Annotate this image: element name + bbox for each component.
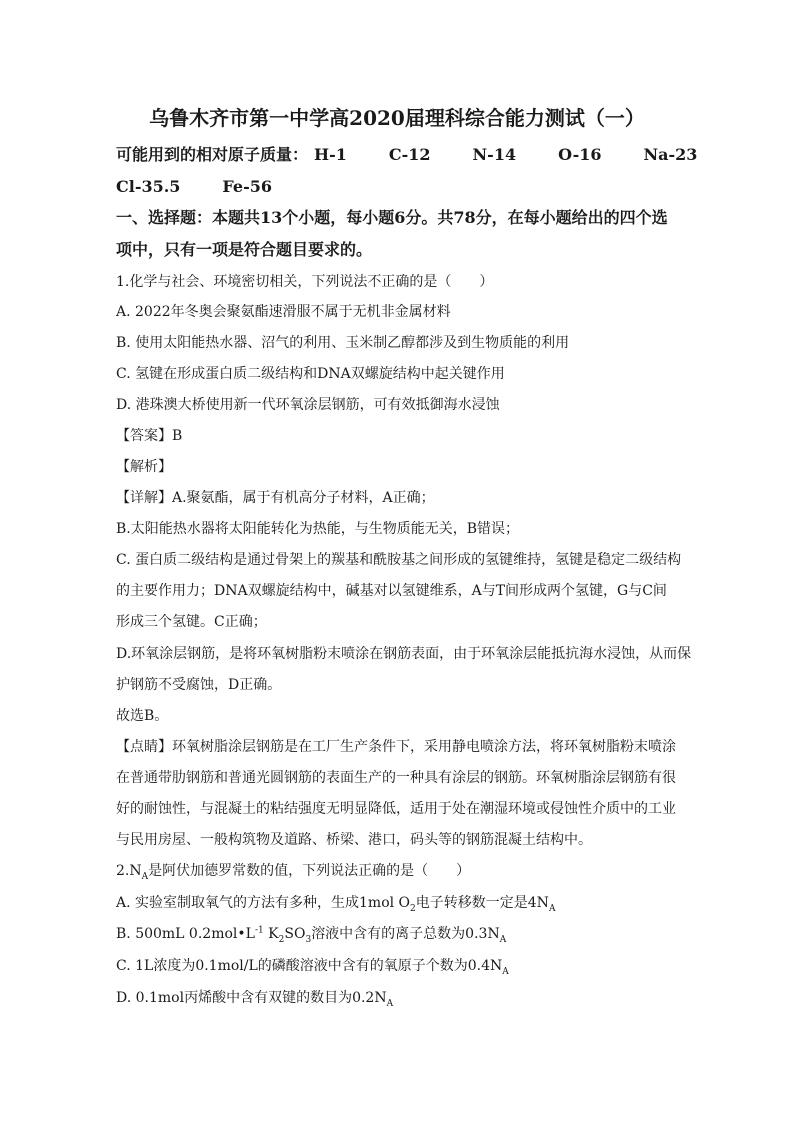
question-1-detail-line: C. 蛋白质二级结构是通过骨架上的羰基和酰胺基之间形成的氢键维持，氢键是稳定二级结构 — [116, 552, 682, 568]
question-1-option-a: A. 2022年冬奥会聚氨酯速滑服不属于无机非金属材料 — [116, 304, 451, 320]
exam-title: 乌鲁木齐市第一中学高2020届理科综合能力测试（一） — [149, 106, 645, 130]
atomic-mass-item: Na-23 — [643, 145, 698, 164]
question-2-option-a: A. 实验室制取氧气的方法有多种，生成1mol $O_2$电子转移数一定是$4N_A$ — [116, 895, 556, 914]
atomic-mass-label: 可能用到的相对原子质量： — [116, 145, 309, 164]
question-1-detail-line: 故选B。 — [116, 708, 169, 724]
atomic-mass-item: O-16 — [558, 145, 602, 164]
question-1-tip-line: 好的耐蚀性，与混凝土的粘结强度无明显降低，适用于处在潮湿环境或侵蚀性介质中的工业 — [116, 801, 676, 817]
question-1-detail-line: 形成三个氢键。C正确； — [116, 614, 267, 630]
question-1-detail-line: 护钢筋不受腐蚀，D正确。 — [116, 677, 282, 693]
atomic-mass-item: C-12 — [388, 145, 431, 164]
question-2-option-d: D. 0.1mol丙烯酸中含有双键的数目为$0.2N_A$ — [116, 990, 394, 1009]
atomic-mass-item: H-1 — [314, 145, 347, 164]
question-1-tip-line: 与民用房屋、一般构筑物及道路、桥梁、港口，码头等的钢筋混凝土结构中。 — [116, 832, 592, 848]
question-2-option-c: C. 1L浓度为0.1mol/L的磷酸溶液中含有的氧原子个数为$0.4N_A$ — [116, 958, 509, 977]
question-1-option-b: B. 使用太阳能热水器、沼气的利用、玉米制乙醇都涉及到生物质能的利用 — [116, 335, 570, 351]
atomic-mass-row-1 — [116, 145, 697, 165]
question-1-option-d: D. 港珠澳大桥使用新一代环氧涂层钢筋，可有效抵御海水浸蚀 — [116, 397, 500, 413]
atomic-mass-item: N-14 — [472, 145, 517, 164]
question-2-option-b: B. 500mL $0.2mol•L^{-1}$ $K_2SO_3$溶液中含有的离子总数为$0.3N_A$ — [116, 925, 507, 945]
question-1-detail-line: D.环氧涂层钢筋，是将环氧树脂粉末喷涂在钢筋表面，由于环氧涂层能抵抗海水浸蚀，从而保 — [116, 646, 692, 662]
question-1-stem: 1.化学与社会、环境密切相关，下列说法不正确的是（ ） — [116, 274, 494, 290]
atomic-mass-item: Cl-35.5 — [116, 177, 181, 196]
section-heading-line-2: 项中，只有一项是符合题目要求的。 — [116, 240, 373, 259]
question-1-tip-line: 在普通带肋钢筋和普通光圆钢筋的表面生产的一种具有涂层的钢筋。环氧树脂涂层钢筋有很 — [116, 770, 676, 786]
section-heading-line-1: 一、选择题：本题共13个小题，每小题6分。共78分，在每小题给出的四个选 — [116, 208, 668, 227]
atomic-mass-item: Fe-56 — [222, 177, 272, 196]
question-1-tip-line: 【点睛】环氧树脂涂层钢筋是在工厂生产条件下，采用静电喷涂方法，将环氧树脂粉末喷涂 — [116, 739, 676, 755]
question-1-option-c: C. 氢键在形成蛋白质二级结构和DNA双螺旋结构中起关键作用 — [116, 366, 505, 382]
atomic-mass-row-2 — [116, 177, 272, 197]
question-1-detail-line: 的主要作用力；DNA双螺旋结构中，碱基对以氢键维系，A与T间形成两个氢键，G与C间 — [116, 583, 667, 599]
question-2-stem: $2.N_A$是阿伏加德罗常数的值，下列说法正确的是（ ） — [116, 863, 471, 882]
question-1-answer: 【答案】B — [116, 428, 183, 444]
question-1-detail-line: 【详解】A.聚氨酯，属于有机高分子材料，A正确； — [116, 490, 435, 506]
question-1-detail-line: B.太阳能热水器将太阳能转化为热能，与生物质能无关，B错误； — [116, 521, 520, 537]
question-1-analysis-label: 【解析】 — [116, 459, 172, 475]
